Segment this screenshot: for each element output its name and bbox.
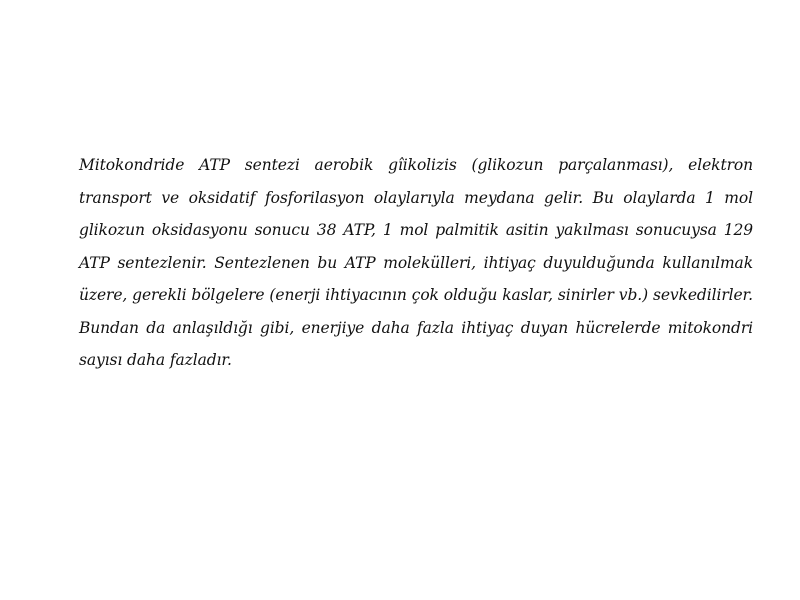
body-paragraph: Mitokondride ATP sentezi aerobik gîikolizis (glikozun parçalanması), elektron transport ve oksidatif fosforilasyon olaylarıyla meydana gelir. Bu olaylarda 1 mol glikozun oksidasyonu sonucu 38 ATP, 1 mol palmitik asitin yakılması sonucuysa 129 ATP sentezlenir. Sentezlenen bu ATP molekülleri, ihtiyaç duyulduğunda kullanılmak üzere, gerekli bölgelere (enerji ihtiyacının çok olduğu kaslar, sinirler vb.) sevkedilirler. Bundan da anlaşıldığı gibi, enerjiye daha fazla ihtiyaç duyan hücrelerde mitokondri sayısı daha fazladır. (79, 156, 753, 369)
